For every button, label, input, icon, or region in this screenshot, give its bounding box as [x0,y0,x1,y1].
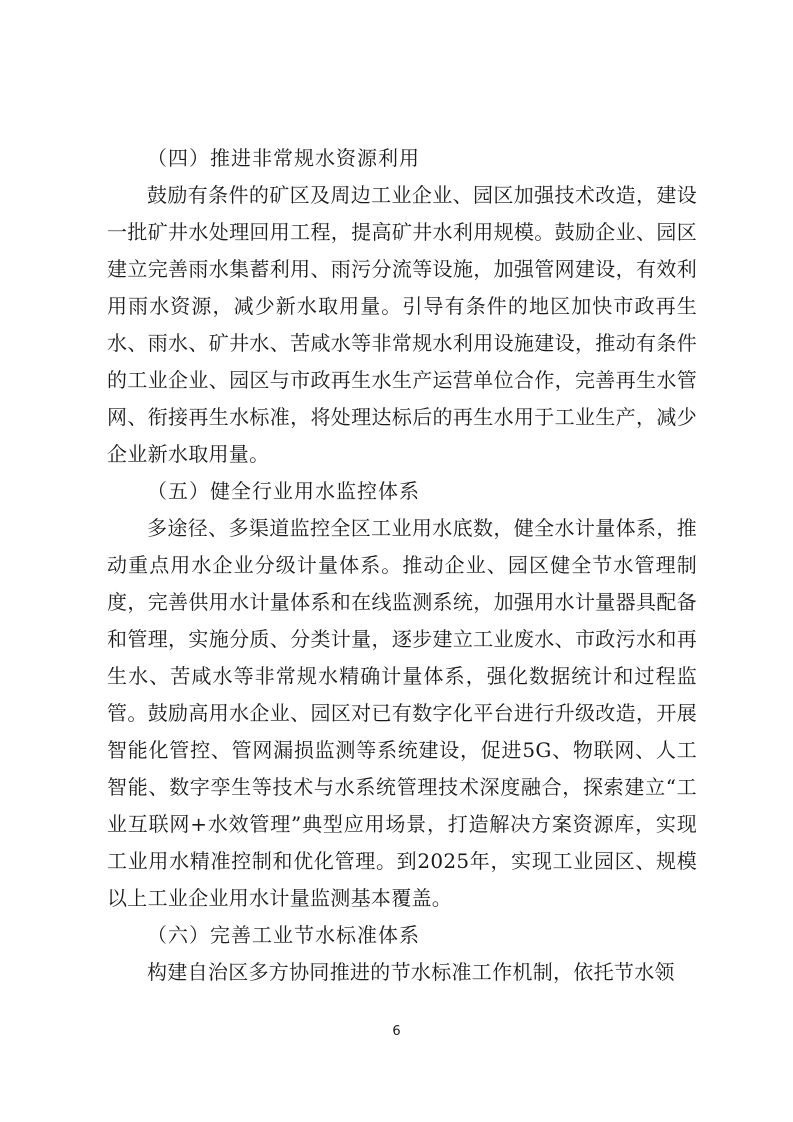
section-paragraph-6: 构建自治区多方协同推进的节水标准工作机制，依托节水领 [147,960,675,984]
document-body [107,140,697,991]
section-heading-5: （五）健全行业用水监控体系 [147,479,420,503]
section-heading-4: （四）推进非常规水资源利用 [147,146,420,170]
section-paragraph-4: 鼓励有条件的矿区及周边工业企业、园区加强技术改造，建设一批矿井水处理回用工程，提高矿井水利用规模。鼓励企业、园区建立完善雨水集蓄利用、雨污分流等设施，加强管网建设，有效利用雨水资源，减少新水取用量。引导有条件的地区加快市政再生水、雨水、矿井水、苦咸水等非常规水利用设施建设，推动有条件的工业企业、园区与市政再生水生产运营单位合作，完善再生水管网、衔接再生水标准，将处理达标后的再生水用于工业生产，减少企业新水取用量。 [107,183,697,466]
section-heading-6: （六）完善工业节水标准体系 [147,923,420,947]
page-number: 6 [392,1024,401,1039]
section-paragraph-5: 多途径、多渠道监控全区工业用水底数，健全水计量体系，推动重点用水企业分级计量体系。推动企业、园区健全节水管理制度，完善供用水计量体系和在线监测系统，加强用水计量器具配备和管理，实施分质、分类计量，逐步建立工业废水、市政污水和再生水、苦咸水等非常规水精确计量体系，强化数据统计和过程监管。鼓励高用水企业、园区对已有数字化平台进行升级改造，开展智能化管控、管网漏损监测等系统建设，促进5G、物联网、人工智能、数字孪生等技术与水系统管理技术深度融合，探索建立“工业互联网+水效管理”典型应用场景，打造解决方案资源库，实现工业用水精准控制和优化管理。到2025年，实现工业园区、规模以上工业企业用水计量监测基本覆盖。 [107,516,697,910]
